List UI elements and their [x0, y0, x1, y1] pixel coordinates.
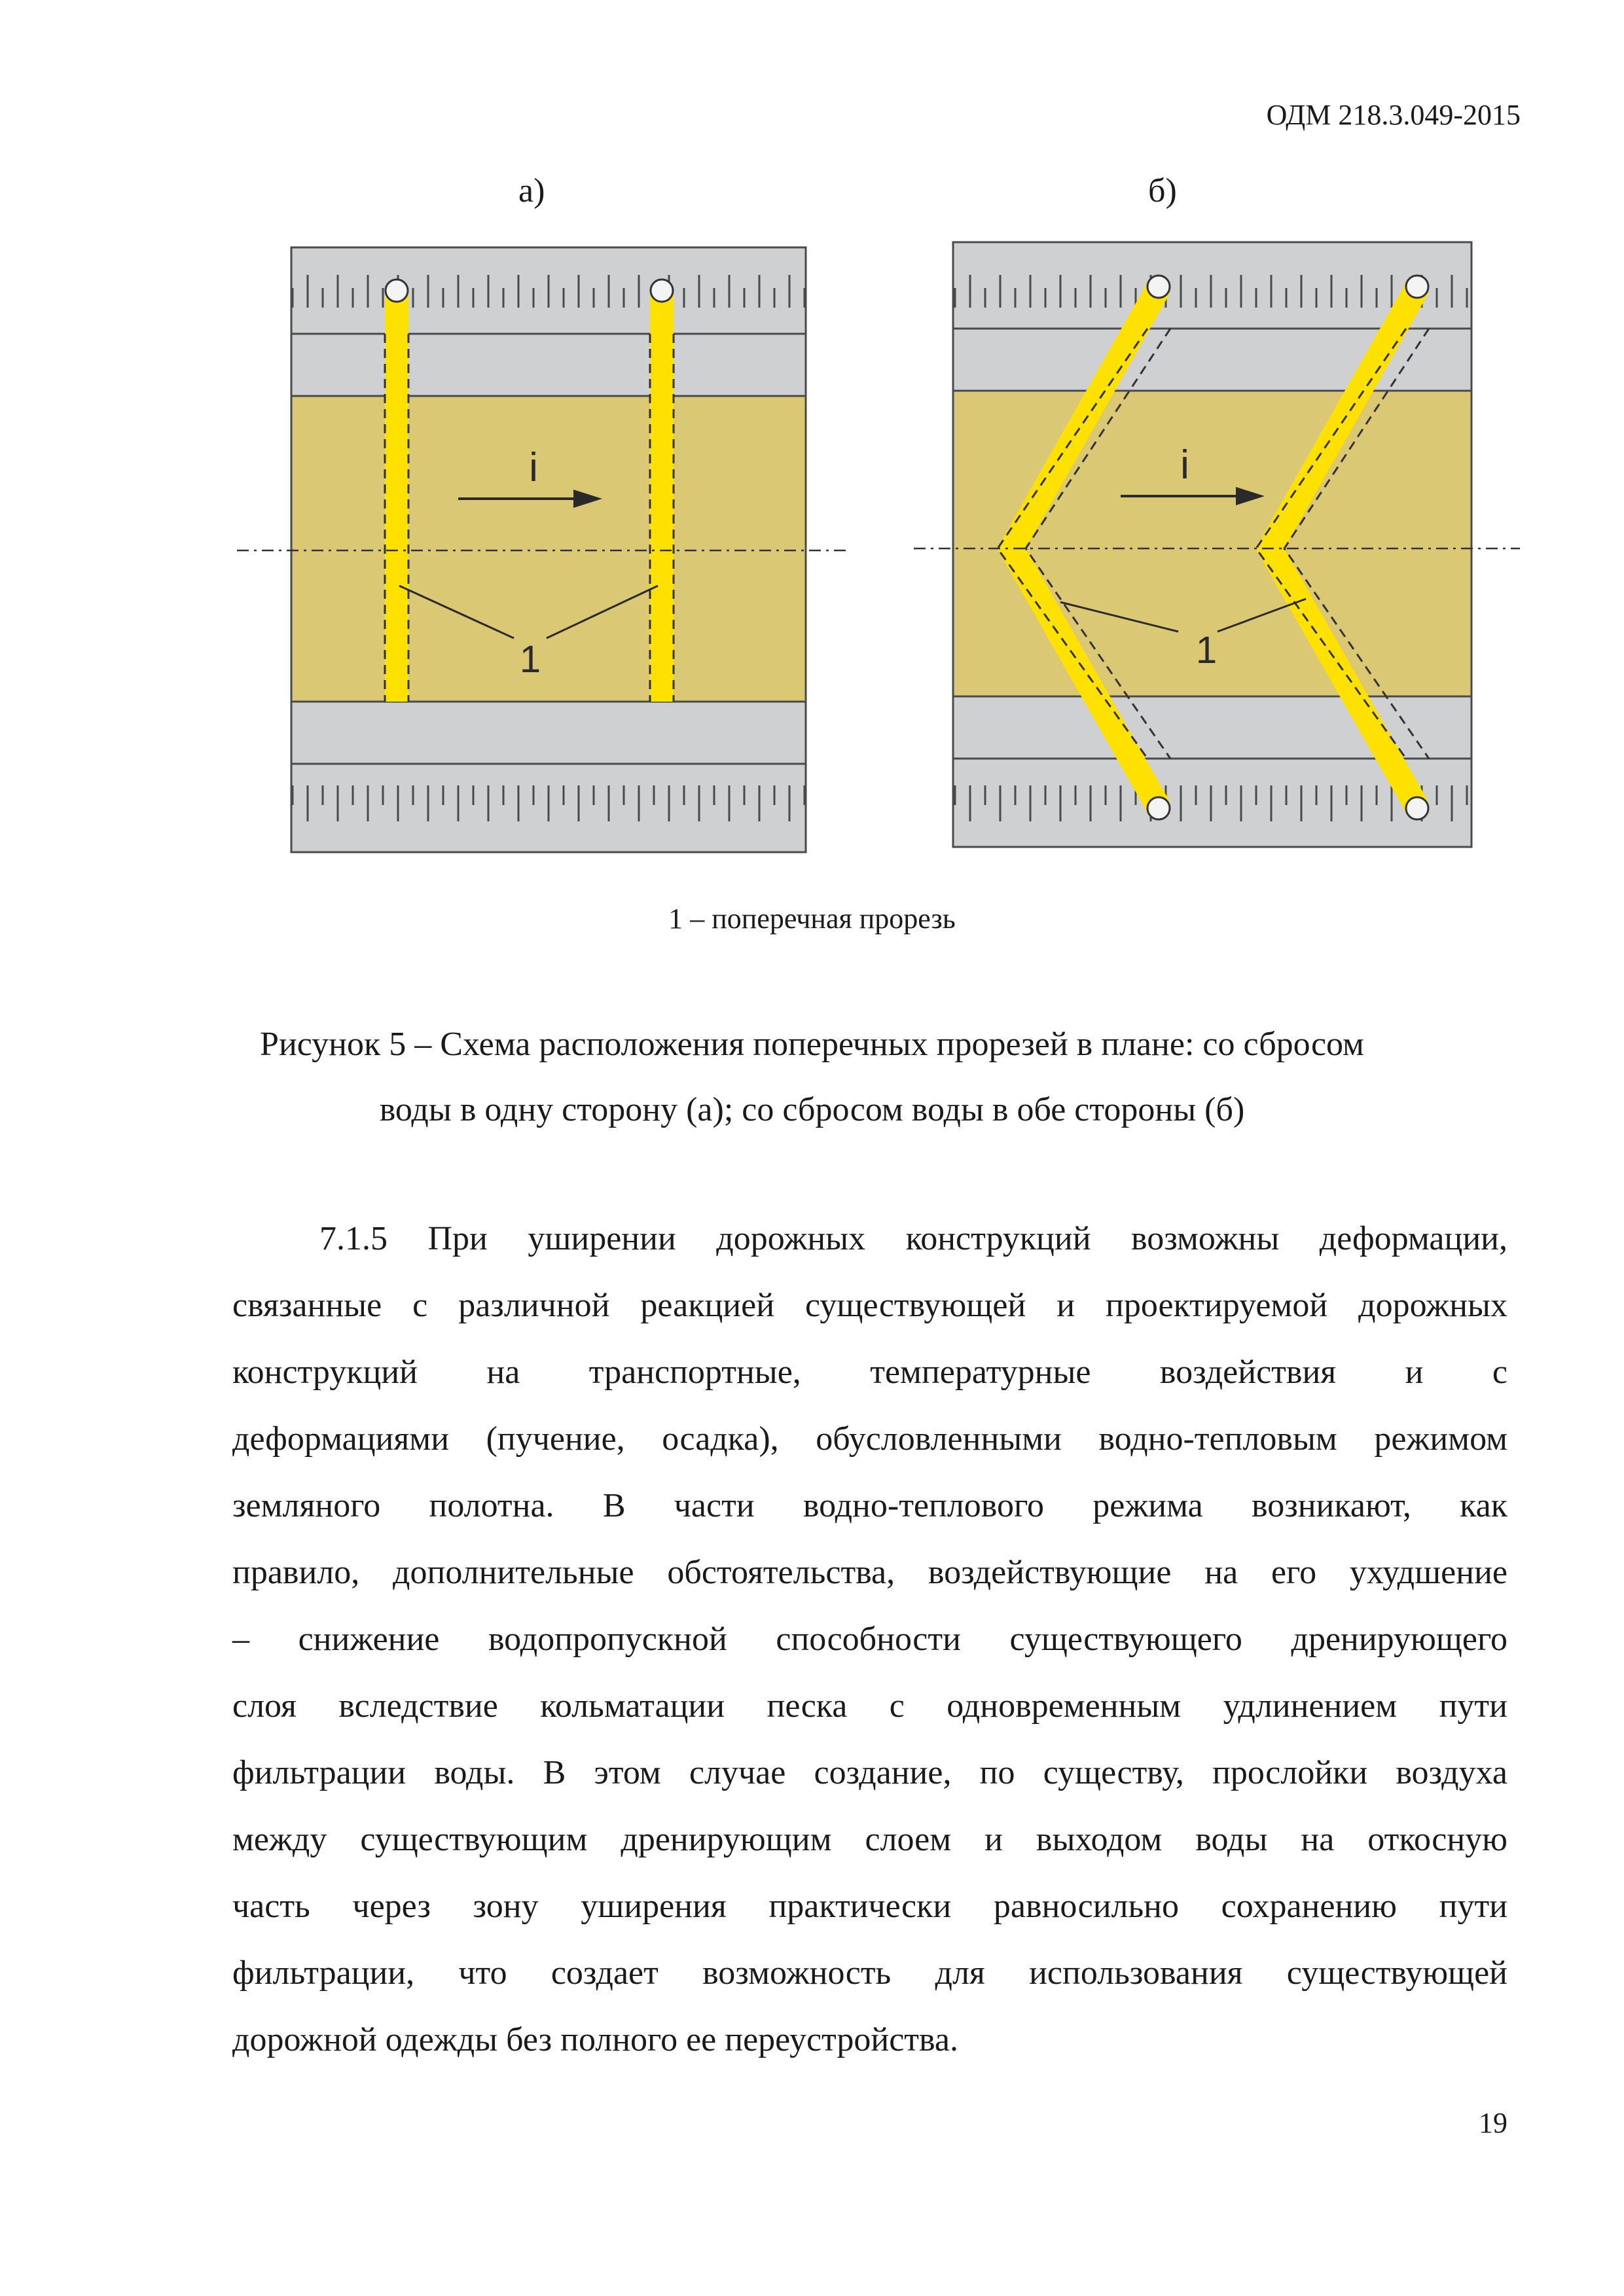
- callout-label-a: 1: [519, 638, 541, 681]
- slot-1-b-hole-bottom: [1147, 797, 1170, 819]
- bottom-verge-a: [291, 702, 806, 764]
- page-number: 19: [1479, 2107, 1507, 2139]
- slot-layout-figure: [0, 0, 1624, 877]
- document-code-header: ОДМ 218.3.049-2015: [1266, 99, 1521, 131]
- top-ticks-a: [291, 247, 806, 334]
- slot-2-b-hole-top: [1406, 276, 1428, 298]
- top-verge-a: [291, 334, 806, 396]
- paragraph-line: фильтрации воды. В этом случае создание, по существу, прослойки воздуха: [232, 1754, 1507, 1791]
- paragraph-line: – снижение водопропускной способности существующего дренирующего: [232, 1621, 1507, 1658]
- caption-line-2: воды в одну сторону (а); со сбросом воды в обе стороны (б): [379, 1091, 1245, 1128]
- paragraph-line: часть через зону уширения практически равносильно сохранению пути: [232, 1888, 1507, 1925]
- panel-a-diagram: [237, 247, 848, 852]
- slot-2-a: [650, 292, 674, 702]
- slope-label-a: i: [529, 445, 538, 490]
- paragraph-line: 7.1.5 При уширении дорожных конструкций возможны деформации,: [319, 1220, 1507, 1257]
- bottom-ticks-a: [291, 764, 806, 852]
- slot-1-b-hole-top: [1147, 276, 1170, 298]
- figure-caption: [196, 1012, 1428, 1143]
- carriageway-a: [291, 396, 806, 702]
- panel-b-label: б): [1148, 172, 1177, 209]
- paragraph-line: деформациями (пучение, осадка), обусловленными водно-тепловым режимом: [232, 1420, 1507, 1458]
- figure-legend: 1 – поперечная прорезь: [668, 903, 956, 935]
- paragraph-line: правило, дополнительные обстоятельства, воздействующие на его ухудшение: [232, 1554, 1507, 1591]
- paragraph-line: дорожной одежды без полного ее переустройства.: [232, 2021, 958, 2058]
- slot-2-b-hole-bottom: [1406, 797, 1428, 819]
- panel-a-label: а): [518, 172, 545, 209]
- slot-1-a-hole: [386, 279, 408, 302]
- slot-2-a-hole: [651, 279, 673, 302]
- slope-label-b: i: [1180, 442, 1189, 488]
- caption-line-1: Рисунок 5 – Схема расположения поперечных прорезей в плане: со сбросом: [260, 1026, 1364, 1063]
- panel-b-diagram: [914, 242, 1520, 847]
- slot-1-a: [385, 292, 408, 702]
- paragraph-line: конструкций на транспортные, температурные воздействия и с: [232, 1354, 1507, 1391]
- paragraph-line: связанные с различной реакцией существующей и проектируемой дорожных: [232, 1287, 1507, 1324]
- paragraph-7-1-5: [232, 1206, 1507, 2073]
- paragraph-line: земляного полотна. В части водно-теплового режима возникают, как: [232, 1487, 1507, 1524]
- paragraph-line: слоя вследствие кольматации песка с одновременным удлинением пути: [232, 1687, 1507, 1725]
- callout-label-b: 1: [1195, 629, 1218, 672]
- paragraph-line: фильтрации, что создает возможность для использования существующей: [232, 1954, 1507, 1992]
- paragraph-line: между существующим дренирующим слоем и выходом воды на откосную: [232, 1821, 1507, 1858]
